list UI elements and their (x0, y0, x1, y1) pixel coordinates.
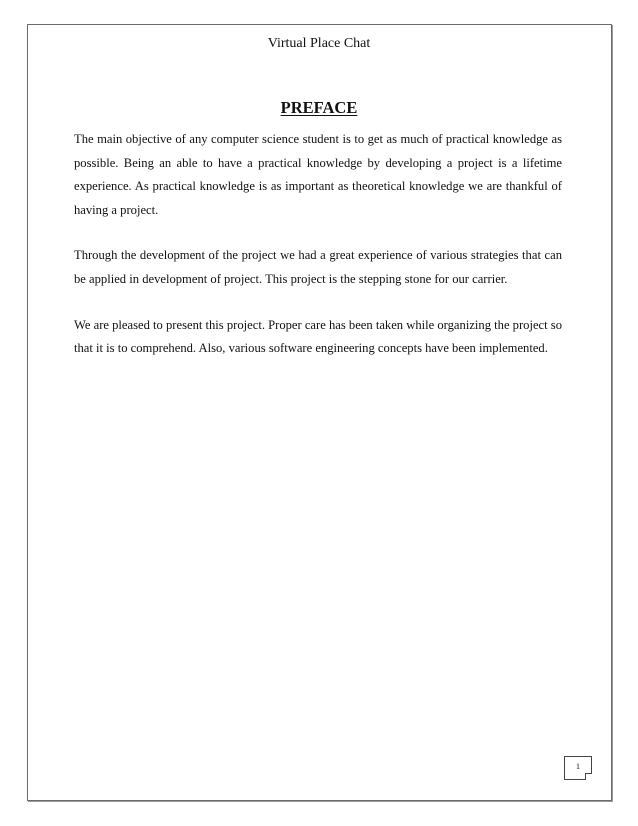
running-header: Virtual Place Chat (267, 36, 371, 51)
body-text (74, 128, 562, 383)
paragraph-objective: The main objective of any computer science student is to get as much of practical knowledge as possible. Being an able to have a practical knowledge by developing a project is a lifetime experience. As practical knowledge is as important as theoretical knowledge we are thankful of having a project. (74, 132, 562, 217)
paragraph-presentation: We are pleased to present this project. Proper care has been taken while organizing the project so that it is to comprehend. Also, various software engineering concepts have been implemented. (74, 317, 562, 356)
paragraph-development: Through the development of the project we had a great experience of various strategies that can be applied in development of project. This project is the stepping stone for our carrier. (74, 248, 562, 286)
page-number-box (564, 756, 592, 780)
page-title: PREFACE (280, 98, 358, 117)
page-fold-icon (585, 773, 592, 780)
page-number: 1 (576, 762, 580, 771)
